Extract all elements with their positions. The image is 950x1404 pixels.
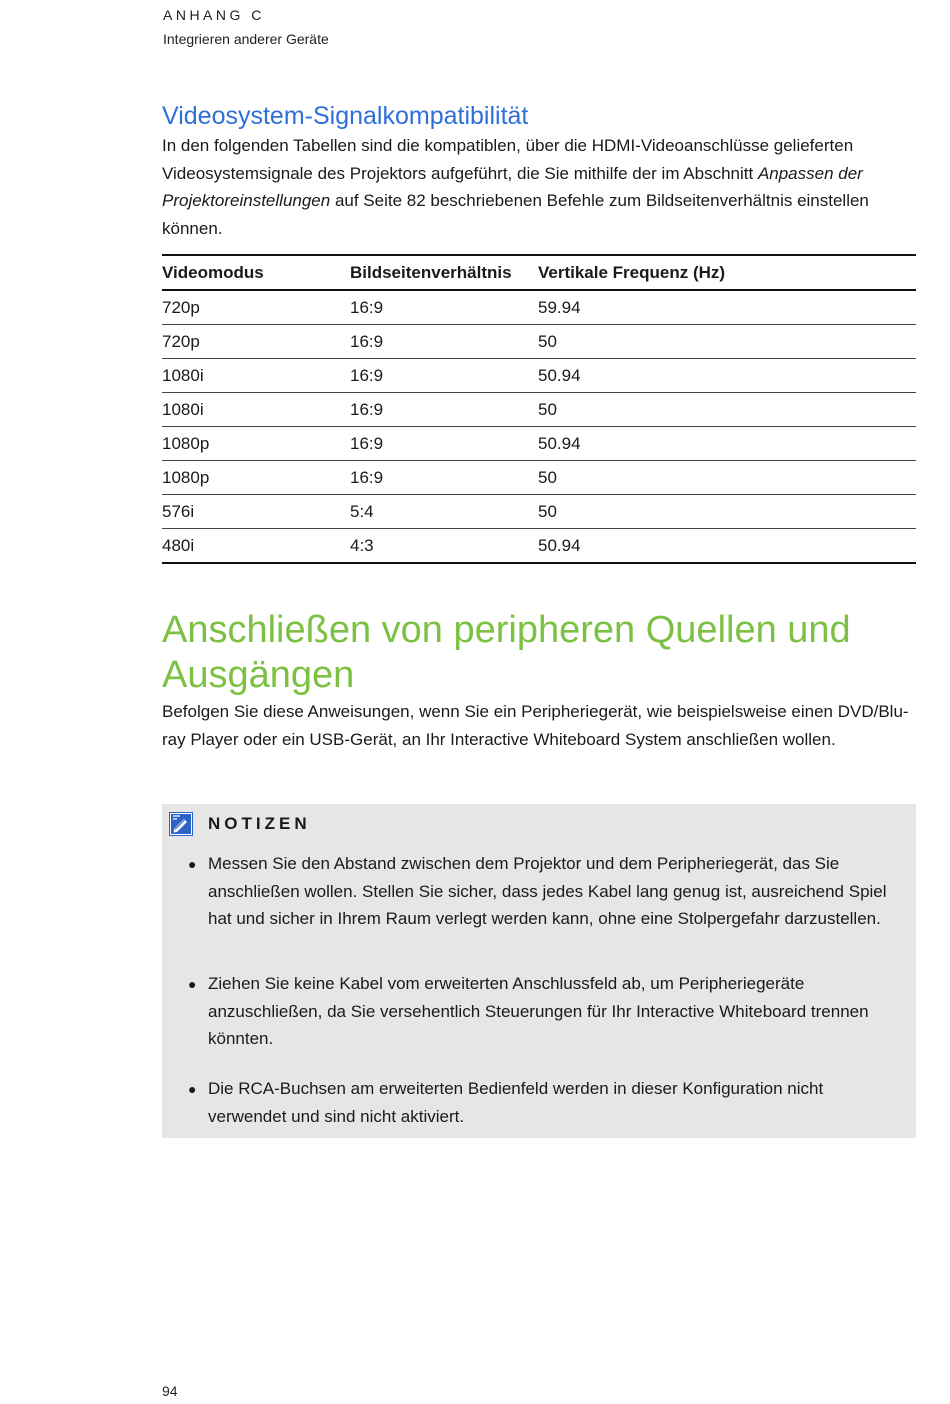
notes-box [162,804,916,1138]
table-row [162,393,916,427]
intro-text-part1: In den folgenden Tabellen sind die kompatiblen, über die HDMI-Videoanschlüsse gelieferten Videosystemsignale des Projektors aufgeführt, die Sie mithilfe der im Abschnitt [162,136,854,183]
cell-frequency: 50 [538,495,916,529]
note-item: Ziehen Sie keine Kabel vom erweiterten Anschlussfeld ab, um Peripheriegeräte anzuschließen, da Sie versehentlich Steuerungen für Ihr Interactive Whiteboard trennen könnten. [208,974,869,1048]
header-video-mode: Videomodus [162,255,350,290]
cell-frequency: 50.94 [538,427,916,461]
section-title-peripherals: Anschließen von peripheren Quellen und Ausgängen [162,609,851,696]
cell-video-mode: 1080p [162,427,350,461]
cell-frequency: 50 [538,325,916,359]
table-row [162,529,916,564]
cell-frequency: 50.94 [538,359,916,393]
video-intro-paragraph [162,132,916,242]
bullet-icon: ● [188,1081,197,1097]
cell-aspect-ratio: 16:9 [350,393,538,427]
table-row [162,290,916,325]
table-row [162,359,916,393]
notes-title: NOTIZEN [208,814,311,833]
page-number: 94 [162,1383,178,1399]
cell-video-mode: 1080i [162,393,350,427]
intro-text-part2: auf Seite 82 beschriebenen Befehle zum Bildseitenverhältnis einstellen können. [162,191,869,238]
cell-frequency: 59.94 [538,290,916,325]
cell-video-mode: 1080i [162,359,350,393]
cell-aspect-ratio: 5:4 [350,495,538,529]
cell-video-mode: 720p [162,290,350,325]
chapter-subtitle: Integrieren anderer Geräte [163,31,329,47]
cell-video-mode: 720p [162,325,350,359]
cell-frequency: 50 [538,461,916,495]
note-item: Die RCA-Buchsen am erweiterten Bedienfeld werden in dieser Konfiguration nicht verwendet und sind nicht aktiviert. [208,1079,824,1126]
cell-video-mode: 480i [162,529,350,564]
cell-video-mode: 576i [162,495,350,529]
bullet-icon: ● [188,976,197,992]
table-row [162,427,916,461]
chapter-label: ANHANG C [163,7,265,23]
table-row [162,325,916,359]
cell-aspect-ratio: 16:9 [350,290,538,325]
cell-frequency: 50 [538,393,916,427]
cell-aspect-ratio: 16:9 [350,359,538,393]
peripherals-intro-paragraph: Befolgen Sie diese Anweisungen, wenn Sie ein Peripheriegerät, wie beispielsweise einen DVD/Blu-ray Player oder ein USB-Gerät, an Ihr Interactive Whiteboard System anschließen wollen. [162,702,909,749]
bullet-icon: ● [188,856,197,872]
note-item: Messen Sie den Abstand zwischen dem Projektor und dem Peripheriegerät, das Sie anschließen wollen. Stellen Sie sicher, dass jedes Kabel lang genug ist, ausreichend Spiel hat und sicher in Ihrem Raum verlegt werden kann, ohne eine Stolpergefahr darzustellen. [208,854,887,928]
header-vertical-frequency: Vertikale Frequenz (Hz) [538,255,916,290]
cross-reference-link[interactable]: Anpassen der Projektoreinstellungen [162,163,863,210]
cell-aspect-ratio: 16:9 [350,427,538,461]
table-row [162,495,916,529]
pencil-note-icon [169,812,193,836]
cell-aspect-ratio: 16:9 [350,325,538,359]
cell-video-mode: 1080p [162,461,350,495]
table-header-row [162,255,916,290]
cell-frequency: 50.94 [538,529,916,564]
table-row [162,461,916,495]
cell-aspect-ratio: 4:3 [350,529,538,564]
header-aspect-ratio: Bildseitenverhältnis [350,255,538,290]
cell-aspect-ratio: 16:9 [350,461,538,495]
video-signal-table [162,254,916,564]
section-title-video-compat: Videosystem-Signalkompatibilität [162,102,529,130]
